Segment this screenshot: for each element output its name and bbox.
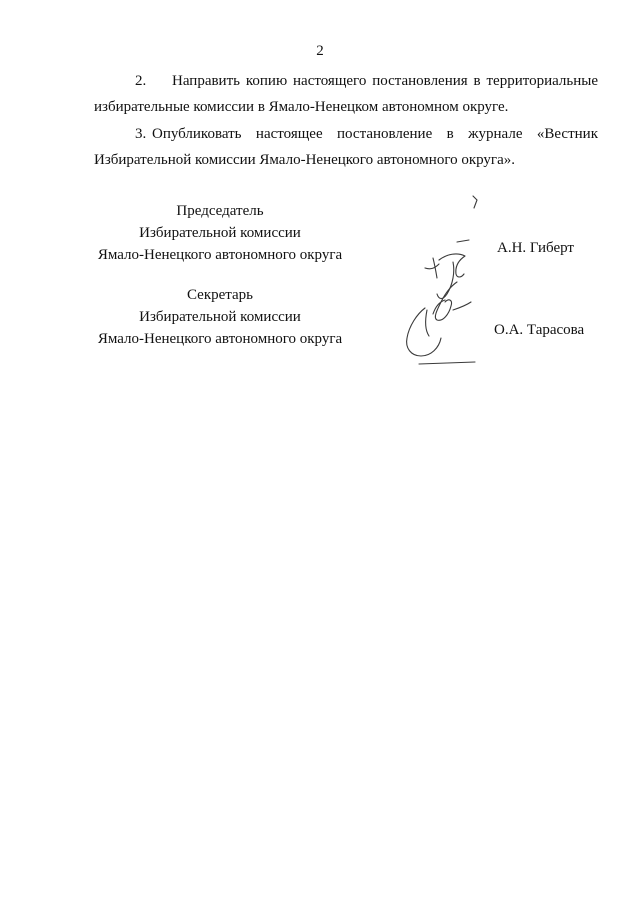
chairman-org-line2: Ямало-Ненецкого автономного округа — [97, 247, 343, 263]
page-number: 2 — [316, 43, 324, 59]
chairman-name: А.Н. Гиберт — [497, 240, 574, 256]
chairman-title — [70, 200, 370, 266]
secretary-org-line1: Избирательной комиссии — [139, 309, 301, 325]
secretary-role: Секретарь — [186, 287, 254, 303]
secretary-name: О.А. Тарасова — [494, 322, 585, 338]
paragraph-number: 2. — [135, 73, 147, 89]
paragraph-3 — [94, 121, 598, 173]
chairman-role: Председатель — [176, 203, 264, 219]
paragraph-text: Направить копию настоящего постановления в территориальные избирательные комиссии в Ямало-Ненецком автономном округе. — [94, 73, 598, 115]
secretary-org-line2: Ямало-Ненецкого автономного округа — [97, 331, 343, 347]
paragraph-2 — [94, 68, 598, 120]
paragraph-number: 3. — [135, 126, 147, 142]
chairman-org-line1: Избирательной комиссии — [139, 225, 301, 241]
handwritten-signature-icon — [395, 190, 490, 365]
paragraph-text: Опубликовать настоящее постановление в журнале «Вестник Избирательной комиссии Ямало-Ненецкого автономного округа». — [94, 126, 598, 168]
secretary-title — [70, 284, 370, 350]
